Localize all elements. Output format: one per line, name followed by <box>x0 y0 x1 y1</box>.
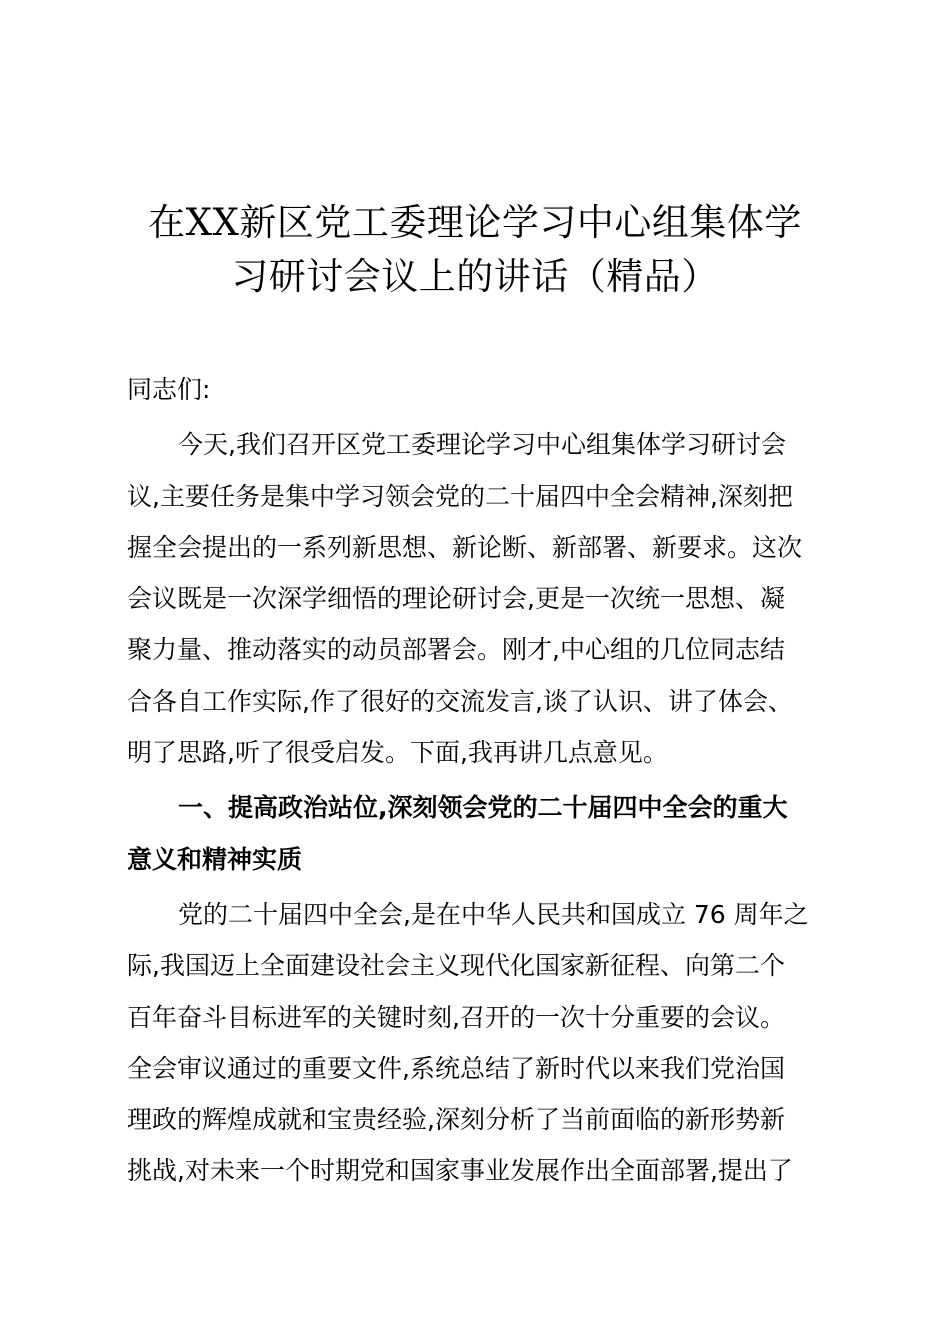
paragraph-line: 握全会提出的一系列新思想、新论断、新部署、新要求。这次 <box>127 532 803 562</box>
paragraph-line: 明了思路,听了很受启发。下面,我再讲几点意见。 <box>127 738 668 768</box>
paragraph-line: 今天,我们召开区党工委理论学习中心组集体学习研讨会 <box>178 430 786 460</box>
paragraph-line: 议,主要任务是集中学习领会党的二十届四中全会精神,深刻把 <box>127 481 793 511</box>
paragraph-line: 挑战,对未来一个时期党和国家事业发展作出全面部署,提出了 <box>127 1156 793 1186</box>
paragraph-line: 际,我国迈上全面建设社会主义现代化国家新征程、向第二个 <box>127 951 785 981</box>
paragraph-section-1 <box>127 889 827 1197</box>
paragraph-intro <box>127 419 827 778</box>
paragraph-line: 百年奋斗目标进军的关键时刻,召开的一次十分重要的会议。 <box>127 1002 785 1032</box>
document-body <box>127 364 827 1201</box>
paragraph-line: 聚力量、推动落实的动员部署会。刚才,中心组的几位同志结 <box>127 635 785 665</box>
greeting-text: 同志们: <box>127 375 211 404</box>
section-heading-1 <box>127 782 827 885</box>
title-line-1: 在XX新区党工委理论学习中心组集体学 <box>148 201 802 244</box>
heading-line: 一、提高政治站位,深刻领会党的二十届四中全会的重大 <box>178 793 788 823</box>
paragraph-line: 理政的辉煌成就和宝贵经验,深刻分析了当前面临的新形势新 <box>127 1105 785 1135</box>
document-title <box>100 196 850 304</box>
title-line-2: 习研讨会议上的讲话（精品） <box>231 255 719 298</box>
paragraph-line: 合各自工作实际,作了很好的交流发言,谈了认识、讲了体会、 <box>127 686 793 716</box>
heading-line: 意义和精神实质 <box>127 844 303 874</box>
paragraph-line: 会议既是一次深学细悟的理论研讨会,更是一次统一思想、凝 <box>127 584 785 614</box>
paragraph-line: 全会审议通过的重要文件,系统总结了新时代以来我们党治国 <box>127 1053 785 1083</box>
paragraph-line: 党的二十届四中全会,是在中华人民共和国成立 76 周年之 <box>178 899 809 929</box>
greeting <box>127 364 827 415</box>
